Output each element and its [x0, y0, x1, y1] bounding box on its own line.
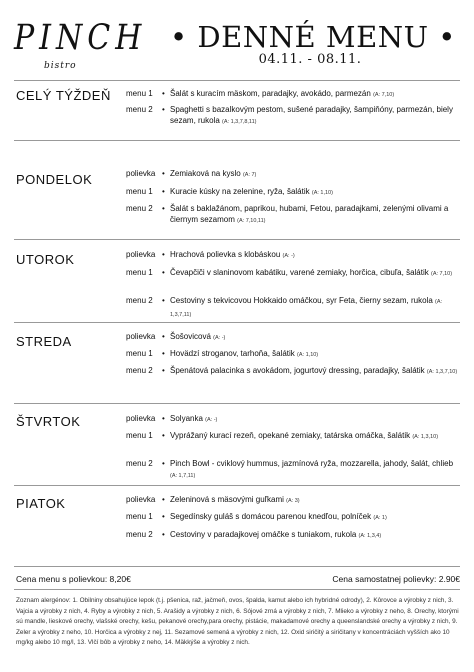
divider — [14, 322, 460, 323]
item-allergens: (A: -) — [205, 417, 218, 423]
day-heading: UTOROK — [16, 252, 75, 267]
item-allergens: (A: 1,3,7,11) — [170, 299, 443, 318]
divider — [14, 80, 460, 81]
item-allergens: (A: 1,10) — [311, 190, 333, 196]
item-label: polievka — [126, 332, 156, 341]
item-text: Zemiaková na kyslo — [170, 169, 241, 178]
divider — [14, 239, 460, 240]
item-label: polievka — [126, 495, 156, 504]
item-text: Spaghetti s bazalkovým pestom, sušené paradajky, šampiňóny, parmezán, biely sezam, rukola — [170, 105, 453, 125]
item-label: polievka — [126, 250, 156, 259]
item-allergens: (A: 1,3,4) — [358, 533, 382, 539]
day-heading: PONDELOK — [16, 172, 93, 187]
item-label: menu 1 — [126, 89, 153, 98]
item-text: Špenátová palacinka s avokádom, jogurtový dressing, paradajky, šalátik — [170, 366, 425, 375]
day-heading: STREDA — [16, 334, 72, 349]
item-text: Šalát s baklažánom, paprikou, hubami, Fetou, paradajkami, zelenými olivami a čiernym sezamom — [170, 204, 449, 224]
item-allergens: (A: -) — [213, 335, 226, 341]
item-text: Vyprážaný kurací rezeň, opekané zemiaky, tatárska omáčka, šalátik — [170, 431, 411, 440]
item-allergens: (A: 7,10) — [430, 271, 453, 277]
item-allergens: (A: -) — [282, 253, 295, 259]
item-text: Cestoviny s tekvicovou Hokkaido omáčkou, syr Feta, čierny sezam, rukola — [170, 296, 433, 305]
item-label: menu 2 — [126, 296, 153, 305]
bistro-logo — [14, 18, 147, 74]
divider — [14, 566, 460, 567]
divider — [14, 485, 460, 486]
item-allergens: (A: 1,10) — [297, 352, 319, 358]
item-allergens: (A: 7) — [242, 172, 257, 178]
item-label: menu 2 — [126, 204, 153, 213]
menu-price: Cena menu s polievkou: 8,20€ — [16, 574, 131, 584]
item-label: polievka — [126, 414, 156, 423]
item-allergens: (A: 1,3,7,8,11) — [222, 119, 257, 125]
item-text: Čevapčiči v slaninovom kabátiku, varené zemiaky, horčica, cibuľa, šalátik — [170, 268, 429, 277]
item-label: polievka — [126, 169, 156, 178]
item-label: menu 1 — [126, 268, 153, 277]
divider — [14, 403, 460, 404]
item-label: menu 1 — [126, 431, 153, 440]
item-label: menu 2 — [126, 366, 153, 375]
item-allergens: (A: 1) — [373, 515, 387, 521]
item-label: menu 1 — [126, 349, 153, 358]
logo-subtitle: bistro — [44, 61, 77, 71]
item-text: Cestoviny v paradajkovej omáčke s tuniakom, rukola — [170, 530, 357, 539]
item-text: Šalát s kuracím mäskom, paradajky, avokádo, parmezán — [170, 89, 371, 98]
day-heading: ŠTVRTOK — [16, 414, 81, 429]
item-text: Pinch Bowl - cviklový hummus, jazmínová ryža, mozzarella, jahody, šalát, chlieb — [170, 459, 454, 468]
day-heading: CELÝ TÝŽDEŇ — [16, 88, 111, 103]
item-allergens: (A: 7,10) — [373, 92, 395, 98]
item-allergens: (A: 1,3,7,10) — [426, 369, 458, 375]
menu-dates: 04.11. - 08.11. — [258, 52, 362, 67]
logo-wordmark: PINCH — [14, 18, 147, 59]
item-label: menu 2 — [126, 105, 153, 114]
item-text: Šošovicová — [170, 332, 211, 341]
item-allergens: (A: 3) — [286, 498, 300, 504]
item-text: Hrachová polievka s klobáskou — [170, 250, 281, 259]
divider — [14, 589, 460, 590]
soup-price: Cena samostatnej polievky: 2.90€ — [332, 574, 460, 584]
item-text: Zeleninová s mäsovými guľkami — [170, 495, 284, 504]
day-heading: PIATOK — [16, 496, 66, 511]
item-label: menu 2 — [126, 530, 153, 539]
item-text: Kuracie kúsky na zelenine, ryža, šalátik — [170, 187, 310, 196]
item-text: Solyanka — [170, 414, 203, 423]
item-allergens: (A: 7,10,11) — [237, 218, 266, 224]
divider — [14, 140, 460, 141]
page-title: • DENNÉ MENU • — [170, 20, 456, 54]
item-text: Segedínsky guláš s domácou parenou knedľou, polníček — [170, 512, 372, 521]
item-allergens: (A: 1,3,10) — [412, 434, 439, 440]
item-text: Hovädzí stroganov, tarhoňa, šalátik — [170, 349, 295, 358]
item-label: menu 1 — [126, 187, 153, 196]
item-label: menu 1 — [126, 512, 153, 521]
item-allergens: (A: 1,7,11) — [170, 473, 196, 479]
allergen-list: Zoznam alergénov: 1. Obilniny obsahujúce lepok (t.j. pšenica, raž, jačmeň, ovos, špalda, kamut alebo ich hybridné odrody), 2. Kôrovce a výrobky z nich, 3. Vajcia a výrobky z nich, 4. Ryby a výrobky z nich, 5. Arašidy a výrobky z nich, 6. Sójové zrná a výrobky z nich, 7. Mlieko a výrobky z neho, 8. Orechy, ktorými sú mandle, lieskové orechy, vlašské orechy, kešu, pekanové orechy,para orechy, pistácie, makadamové orechy a queenslandské orechy a výrobky z nich, 9. Zeler a výrobky z neho, 10. Horčica a výrobky z nej, 11. Sezamové semená a výrobky z nich, 12. Oxid siričitý a siričitany v koncentráciách vyšších ako 10 mg/kg alebo 10 mg/l, 13. Vlčí bôb a výrobky z neho, 14. Mäkkýše a výrobky z nich. — [16, 597, 459, 646]
item-label: menu 2 — [126, 459, 153, 468]
